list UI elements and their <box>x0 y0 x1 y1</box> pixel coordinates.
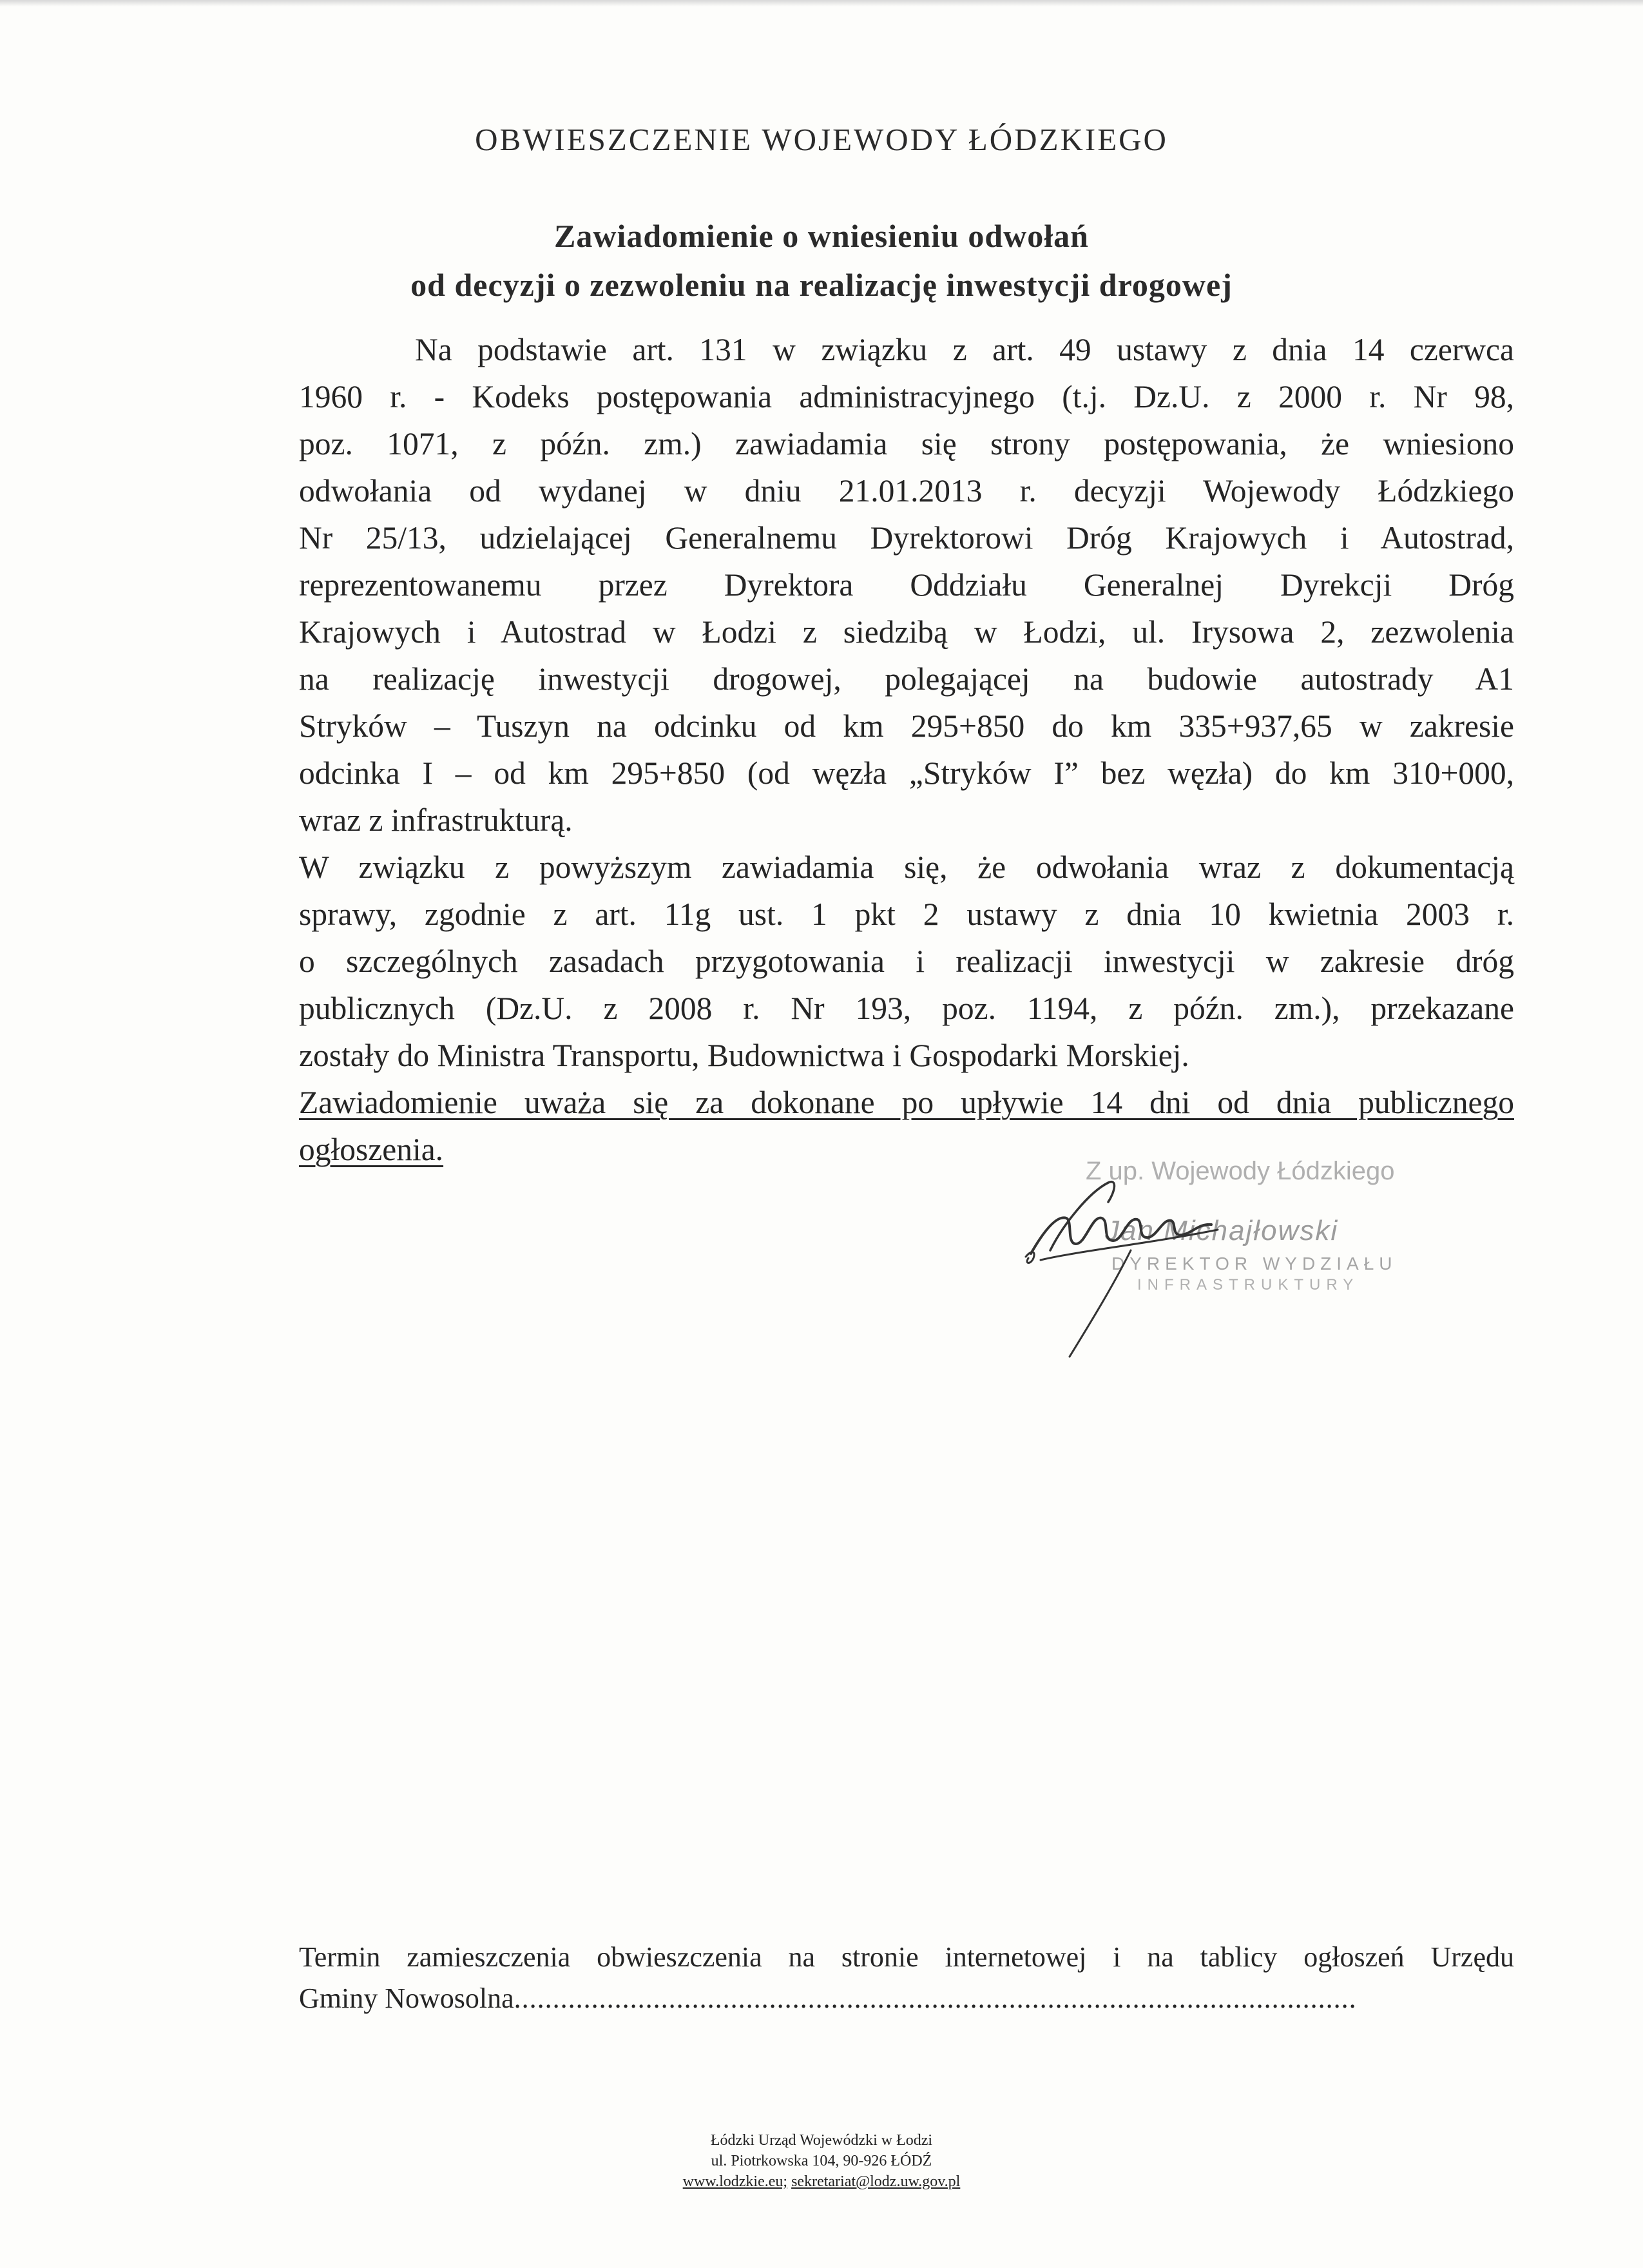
publication-note-line-2 <box>299 1982 1357 2014</box>
publication-note <box>299 1937 1514 2019</box>
fill-in-dots: ............................................................................................................. <box>514 1982 1357 2014</box>
office-website-link[interactable]: www.lodzkie.eu; <box>682 2173 788 2190</box>
paragraph-line: Na podstawie art. 131 w związku z art. 49 ustawy z dnia 14 czerwca <box>415 332 1514 367</box>
paragraph-line: reprezentowanemu przez Dyrektora Oddziału Generalnej Dyrekcji Dróg <box>299 567 1514 603</box>
stamp-line-2: Jan Michajłowski <box>1105 1215 1339 1246</box>
handwritten-signature <box>1005 1154 1340 1366</box>
office-footer <box>0 2130 1643 2192</box>
paragraph-line: 1960 r. - Kodeks postępowania administracyjnego (t.j. Dz.U. z 2000 r. Nr 98, <box>299 379 1514 414</box>
subtitle-line-1: Zawiadomienie o wniesieniu odwołań <box>554 218 1089 254</box>
office-name: Łódzki Urząd Wojewódzki w Łodzi <box>710 2132 933 2149</box>
paragraph-line: o szczególnych zasadach przygotowania i realizacji inwestycji w zakresie dróg <box>299 944 1514 979</box>
paragraph-1 <box>299 326 1514 844</box>
scan-top-edge <box>0 0 1643 6</box>
paragraph-line: na realizację inwestycji drogowej, polegającej na budowie autostrady A1 <box>299 661 1514 697</box>
notice-body <box>299 326 1514 1173</box>
publication-note-line-1: Termin zamieszczenia obwieszczenia na stronie internetowej i na tablicy ogłoszeń Urzędu <box>299 1941 1514 1973</box>
paragraph-line: poz. 1071, z późn. zm.) zawiadamia się strony postępowania, że wniesiono <box>299 426 1514 461</box>
office-address: ul. Piotrkowska 104, 90-926 ŁÓDŹ <box>711 2153 932 2169</box>
office-contact <box>0 2171 1643 2192</box>
paragraph-line: sprawy, zgodnie z art. 11g ust. 1 pkt 2 ustawy z dnia 10 kwietnia 2003 r. <box>299 897 1514 932</box>
stamp-line-4: INFRASTRUKTURY <box>1137 1276 1360 1294</box>
paragraph-line: Zawiadomienie uważa się za dokonane po upływie 14 dni od dnia publicznego <box>299 1085 1514 1120</box>
paragraph-line: wraz z infrastrukturą. <box>299 802 573 838</box>
paragraph-line: Stryków – Tuszyn na odcinku od km 295+850 do km 335+937,65 w zakresie <box>299 708 1514 744</box>
document-title: OBWIESZCZENIE WOJEWODY ŁÓDZKIEGO <box>475 122 1168 157</box>
paragraph-line: publicznych (Dz.U. z 2008 r. Nr 193, poz. 1194, z późn. zm.), przekazane <box>299 991 1514 1026</box>
paragraph-2 <box>299 844 1514 1079</box>
paragraph-line: Krajowych i Autostrad w Łodzi z siedzibą w Łodzi, ul. Irysowa 2, zezwolenia <box>299 614 1514 650</box>
paragraph-line: Nr 25/13, udzielającej Generalnemu Dyrektorowi Dróg Krajowych i Autostrad, <box>299 520 1514 556</box>
document-subtitle <box>0 211 1643 309</box>
paragraph-line: ogłoszenia. <box>299 1132 444 1167</box>
paragraph-line: odcinka I – od km 295+850 (od węzła „Stryków I” bez węzła) do km 310+000, <box>299 755 1514 791</box>
paragraph-line: zostały do Ministra Transportu, Budownictwa i Gospodarki Morskiej. <box>299 1038 1189 1073</box>
subtitle-line-2: od decyzji o zezwoleniu na realizację inwestycji drogowej <box>410 267 1233 303</box>
stamp-line-1: Z up. Wojewody Łódzkiego <box>1086 1157 1395 1185</box>
paragraph-line: W związku z powyższym zawiadamia się, że odwołania wraz z dokumentacją <box>299 849 1514 885</box>
paragraph-line: odwołania od wydanej w dniu 21.01.2013 r. decyzji Wojewody Łódzkiego <box>299 473 1514 509</box>
office-email-link[interactable]: sekretariat@lodz.uw.gov.pl <box>791 2173 961 2190</box>
stamp-line-3: DYREKTOR WYDZIAŁU <box>1111 1254 1398 1274</box>
municipality-label: Gminy Nowosolna <box>299 1982 514 2014</box>
